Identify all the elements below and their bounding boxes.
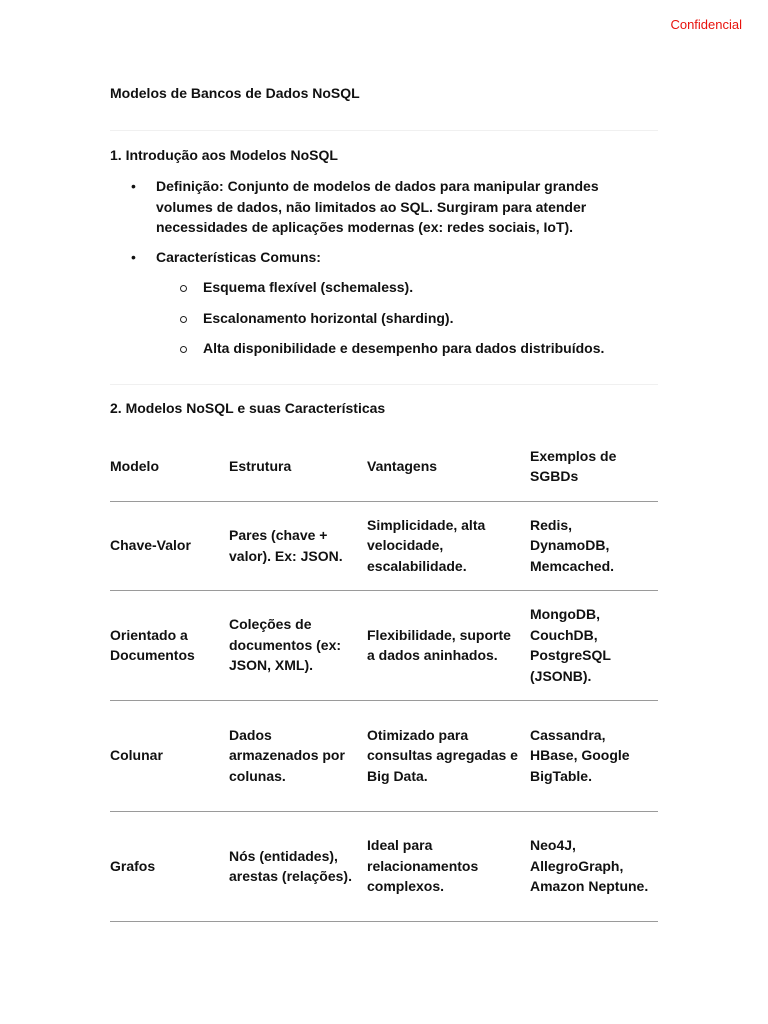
table-cell: Dados armazenados por colunas.	[229, 700, 367, 811]
section1-heading: 1. Introdução aos Modelos NoSQL	[110, 147, 338, 163]
table-header-cell: Exemplos de SGBDs	[530, 432, 658, 501]
table-cell: Simplicidade, alta velocidade, escalabilidade.	[367, 501, 530, 590]
section2-heading: 2. Modelos NoSQL e suas Características	[110, 400, 386, 416]
document-title: Modelos de Bancos de Dados NoSQL	[110, 85, 360, 101]
divider	[110, 384, 658, 385]
table-cell: Flexibilidade, suporte a dados aninhados.	[367, 590, 530, 700]
characteristics-label: Características Comuns:	[156, 249, 321, 265]
table-cell: Pares (chave + valor). Ex: JSON.	[229, 501, 367, 590]
bullet-icon: •	[131, 178, 136, 194]
table-row	[110, 700, 658, 811]
table-cell: Cassandra, HBase, Google BigTable.	[530, 700, 658, 811]
divider	[110, 130, 658, 131]
table-row	[110, 501, 658, 590]
definition-text: Definição: Conjunto de modelos de dados para manipular grandes volumes de dados, não limitados ao SQL. Surgiram para atender necessidades de aplicações modernas (ex: redes sociais, IoT).	[156, 178, 599, 235]
characteristic-item: Escalonamento horizontal (sharding).	[203, 310, 454, 326]
table-cell: Ideal para relacionamentos complexos.	[367, 811, 530, 921]
table-row	[110, 590, 658, 700]
table-cell: Chave-Valor	[110, 501, 229, 590]
table-cell: Nós (entidades), arestas (relações).	[229, 811, 367, 921]
table-cell: Otimizado para consultas agregadas e Big Data.	[367, 700, 530, 811]
table-cell: Redis, DynamoDB, Memcached.	[530, 501, 658, 590]
characteristic-item: Esquema flexível (schemaless).	[203, 279, 414, 295]
characteristic-item: Alta disponibilidade e desempenho para dados distribuídos.	[203, 340, 605, 356]
table-cell: Grafos	[110, 811, 229, 921]
table-header-row	[110, 432, 658, 501]
circle-bullet-icon	[180, 316, 187, 323]
confidential-label: Confidencial	[670, 17, 742, 32]
table-header-cell: Vantagens	[367, 432, 530, 501]
table-cell: Coleções de documentos (ex: JSON, XML).	[229, 590, 367, 700]
table-header-cell: Modelo	[110, 432, 229, 501]
table-cell: Colunar	[110, 700, 229, 811]
nosql-models-table	[110, 432, 658, 922]
table-cell: Orientado a Documentos	[110, 590, 229, 700]
table-cell: MongoDB, CouchDB, PostgreSQL (JSONB).	[530, 590, 658, 700]
table-header-cell: Estrutura	[229, 432, 367, 501]
table-cell: Neo4J, AllegroGraph, Amazon Neptune.	[530, 811, 658, 921]
circle-bullet-icon	[180, 285, 187, 292]
bullet-icon: •	[131, 249, 136, 265]
circle-bullet-icon	[180, 346, 187, 353]
table-row	[110, 811, 658, 921]
